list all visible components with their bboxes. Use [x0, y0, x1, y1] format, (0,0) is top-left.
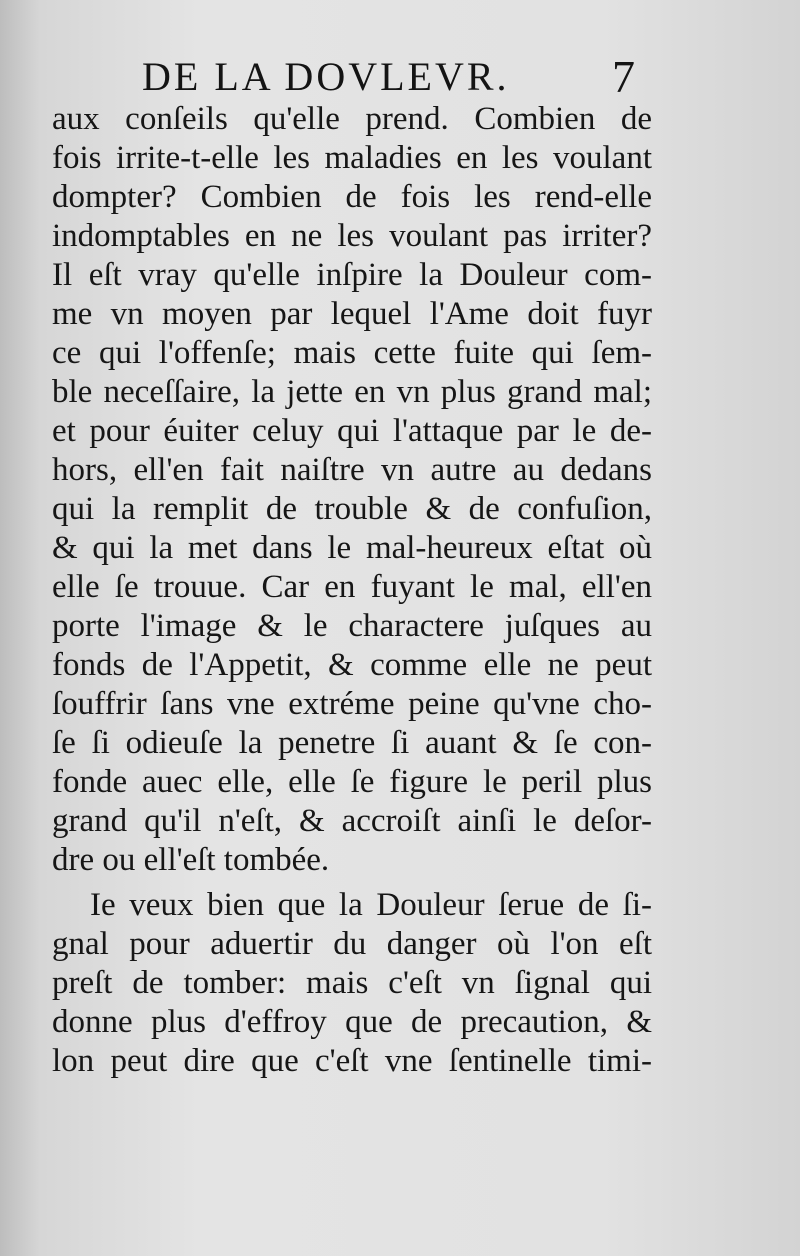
text-line: Il eſt vray qu'elle inſpire la Douleur com- — [52, 257, 652, 293]
body-text — [52, 100, 652, 1081]
text-line: Ie veux bien que la Douleur ſerue de ſi- — [90, 887, 652, 923]
text-line: me vn moyen par lequel l'Ame doit fuyr — [52, 296, 652, 332]
text-line: elle ſe trouue. Car en fuyant le mal, ell'en — [52, 569, 652, 605]
text-line: fonds de l'Appetit, & comme elle ne peut — [52, 647, 652, 683]
text-line: grand qu'il n'eſt, & accroiſt ainſi le deſor- — [52, 803, 652, 839]
text-line: fois irrite-t-elle les maladies en les voulant — [52, 140, 652, 176]
text-line: indomptables en ne les voulant pas irriter? — [52, 218, 652, 254]
text-line: hors, ell'en fait naiſtre vn autre au dedans — [52, 452, 652, 488]
text-line: dre ou ell'eſt tombée. — [52, 842, 330, 878]
text-line: lon peut dire que c'eſt vne ſentinelle timi- — [52, 1043, 652, 1079]
paragraph — [52, 100, 652, 880]
page-number: 7 — [612, 51, 635, 102]
text-line: gnal pour aduertir du danger où l'on eſt — [52, 926, 652, 962]
paragraph — [52, 886, 652, 1081]
text-line: ſe ſi odieuſe la penetre ſi auant & ſe con- — [52, 725, 652, 761]
page-header — [0, 52, 800, 102]
text-line: & qui la met dans le mal-heureux eſtat où — [52, 530, 652, 566]
text-line: ble neceſſaire, la jette en vn plus grand mal; — [52, 374, 652, 410]
text-line: aux conſeils qu'elle prend. Combien de — [52, 101, 652, 137]
text-line: dompter? Combien de fois les rend-elle — [52, 179, 652, 215]
text-line: donne plus d'effroy que de precaution, & — [52, 1004, 652, 1040]
text-line: preſt de tomber: mais c'eſt vn ſignal qui — [52, 965, 652, 1001]
text-line: fonde auec elle, elle ſe figure le peril plus — [52, 764, 652, 800]
text-line: et pour éuiter celuy qui l'attaque par le de- — [52, 413, 652, 449]
text-line: ſouffrir ſans vne extréme peine qu'vne cho- — [52, 686, 652, 722]
running-title: DE LA DOVLEVR. — [142, 54, 510, 99]
text-line: qui la remplit de trouble & de confuſion, — [52, 491, 652, 527]
text-line: porte l'image & le charactere juſques au — [52, 608, 652, 644]
text-line: ce qui l'offenſe; mais cette fuite qui ſem- — [52, 335, 652, 371]
